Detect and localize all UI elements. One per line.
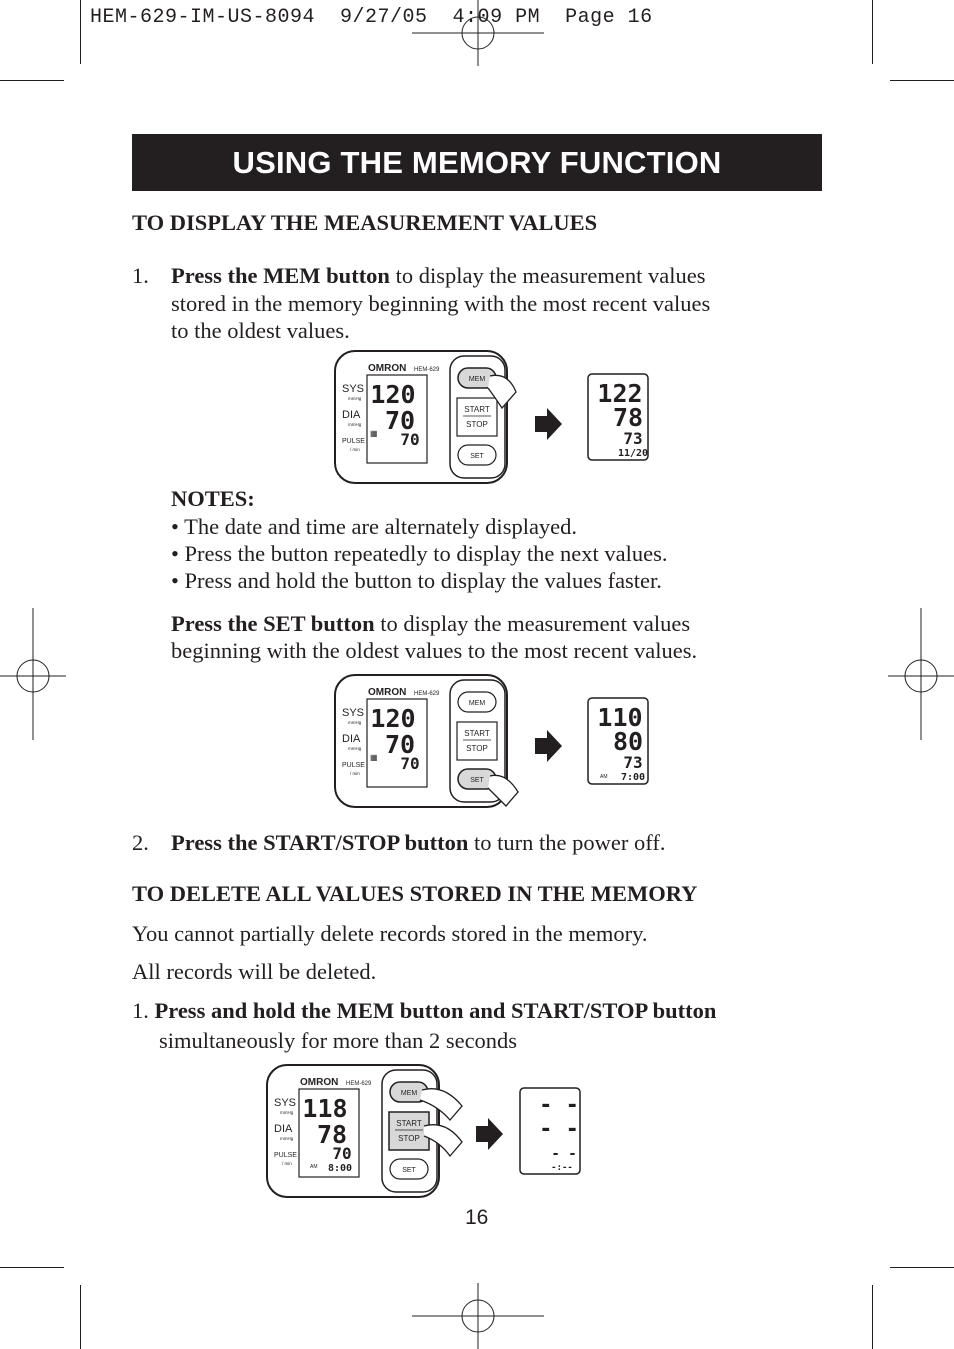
result-pulse: 73 [623, 753, 643, 772]
set-para-bold: Press the SET button [171, 611, 375, 636]
mmhg-label: mmHg [348, 720, 362, 725]
result-date: 11/20 [617, 448, 649, 459]
arrow-icon [535, 730, 562, 762]
step1-line3: to the oldest values. [171, 318, 350, 343]
mmhg-label: mmHg [348, 422, 362, 427]
model-label: HEM-629 [414, 691, 440, 697]
start-stop-button[interactable] [457, 722, 497, 760]
dia-label: DIA [342, 733, 361, 745]
dia-label: DIA [274, 1123, 293, 1135]
stop-label: STOP [466, 744, 488, 753]
lcd-pulse: 70 [400, 754, 420, 773]
step1-bold: Press the MEM button [171, 263, 390, 288]
per-min-label: / min [282, 1161, 292, 1166]
brand-logo: OMRON [368, 363, 407, 374]
mmhg-label: mmHg [348, 746, 362, 751]
am-indicator: AM [310, 1164, 318, 1170]
lcd-pulse: 70 [332, 1144, 352, 1163]
result-pulse: - - [551, 1146, 577, 1162]
note-item: • Press the button repeatedly to display the next values. [171, 541, 668, 566]
mem-button-label: MEM [468, 700, 486, 707]
step1-line2: stored in the memory beginning with the most recent values [171, 291, 711, 316]
delete-line2: All records will be deleted. [132, 959, 377, 984]
step1-line1-rest: to display the measurement values [389, 263, 706, 288]
device-illustration [335, 675, 518, 807]
step2-rest: to turn the power off. [468, 830, 666, 855]
start-label: START [396, 1119, 422, 1128]
sys-label: SYS [274, 1097, 297, 1109]
set-button-label: SET [470, 777, 484, 784]
delete-step1-line2: simultaneously for more than 2 seconds [159, 1028, 518, 1053]
delete-step1-line1 [132, 997, 716, 1025]
print-header: HEM-629-IM-US-8094 9/27/05 4:09 PM Page 16 [90, 6, 653, 29]
dia-label: DIA [342, 409, 361, 421]
figure-set-button [330, 672, 660, 812]
mem-button-label: MEM [400, 1090, 418, 1097]
set-button-label: SET [470, 453, 484, 460]
result-diastolic: 78 [612, 403, 644, 432]
crop-mark [80, 1285, 81, 1349]
page-title-banner: USING THE MEMORY FUNCTION [132, 134, 822, 191]
note-item: • The date and time are alternately displayed. [171, 514, 578, 539]
mem-button-label: MEM [468, 376, 486, 383]
delete-step1-number: 1. [132, 998, 149, 1023]
mmhg-label: mmHg [348, 396, 362, 401]
lcd-diastolic: 70 [384, 406, 416, 435]
set-button-label: SET [402, 1167, 416, 1174]
start-label: START [464, 405, 490, 414]
stop-label: STOP [466, 420, 488, 429]
delete-step1-bold: Press and hold the MEM button and START/STOP button [154, 998, 717, 1023]
result-systolic: 122 [597, 379, 643, 408]
lcd-time: 8:00 [327, 1163, 353, 1174]
lcd-systolic: 118 [302, 1094, 348, 1123]
pulse-label: PULSE [274, 1152, 297, 1159]
result-time: -:-- [551, 1163, 573, 1173]
lcd-diastolic: 70 [384, 730, 416, 759]
step1-line1 [171, 262, 706, 290]
result-systolic: 110 [597, 703, 643, 732]
registration-mark-left [0, 608, 66, 740]
crop-mark [872, 1285, 873, 1349]
delete-line1: You cannot partially delete records stored in the memory. [132, 921, 648, 946]
registration-mark-bottom [412, 1283, 544, 1349]
lcd-pulse: 70 [400, 430, 420, 449]
step2-line [171, 829, 665, 857]
set-para-line2: beginning with the oldest values to the most recent values. [171, 638, 698, 663]
set-para-rest: to display the measurement values [374, 611, 691, 636]
crop-mark [872, 0, 873, 64]
figure-delete-memory [262, 1062, 592, 1202]
page-number: 16 [465, 1206, 489, 1229]
crop-mark [890, 80, 954, 81]
per-min-label: / min [350, 447, 360, 452]
brand-logo: OMRON [300, 1077, 339, 1088]
start-stop-button[interactable] [389, 1112, 429, 1150]
model-label: HEM-629 [414, 367, 440, 373]
registration-mark-top [412, 0, 544, 66]
result-display [588, 374, 648, 460]
crop-mark [80, 0, 81, 64]
lcd-systolic: 120 [370, 380, 416, 409]
crop-mark [0, 1267, 64, 1268]
mmhg-label: mmHg [280, 1136, 294, 1141]
note-item: • Press and hold the button to display the values faster. [171, 568, 662, 593]
sys-label: SYS [342, 707, 365, 719]
result-pulse: 73 [623, 429, 643, 448]
memory-icon: ▦ [370, 753, 378, 762]
pulse-label: PULSE [342, 438, 365, 445]
sys-label: SYS [342, 383, 365, 395]
stop-label: STOP [398, 1134, 420, 1143]
step2-number: 2. [132, 830, 149, 855]
lcd-diastolic: 78 [316, 1120, 348, 1149]
result-diastolic: - - [539, 1117, 579, 1142]
lcd-systolic: 120 [370, 704, 416, 733]
mmhg-label: mmHg [280, 1110, 294, 1115]
memory-icon: ▦ [370, 429, 378, 438]
am-indicator: AM [600, 774, 608, 780]
per-min-label: / min [350, 771, 360, 776]
device-illustration [335, 351, 516, 483]
notes-title: NOTES: [171, 486, 255, 511]
model-label: HEM-629 [346, 1081, 372, 1087]
set-para-line1 [171, 610, 690, 638]
result-display [588, 698, 648, 784]
crop-mark [0, 80, 64, 81]
step1-number: 1. [132, 263, 149, 288]
pulse-label: PULSE [342, 762, 365, 769]
arrow-icon [476, 1118, 503, 1150]
step2-bold: Press the START/STOP button [171, 830, 469, 855]
figure-mem-button [330, 348, 660, 488]
result-time: 7:00 [620, 772, 646, 783]
registration-mark-right [888, 608, 954, 740]
device-illustration [267, 1065, 462, 1197]
result-diastolic: 80 [612, 727, 644, 756]
crop-mark [890, 1267, 954, 1268]
start-label: START [464, 729, 490, 738]
arrow-icon [535, 408, 562, 440]
section-heading-display: TO DISPLAY THE MEASUREMENT VALUES [132, 210, 598, 235]
start-stop-button[interactable] [457, 398, 497, 436]
brand-logo: OMRON [368, 687, 407, 698]
result-display [520, 1088, 580, 1174]
result-systolic: - - [539, 1093, 579, 1118]
section-heading-delete: TO DELETE ALL VALUES STORED IN THE MEMORY [132, 881, 698, 906]
